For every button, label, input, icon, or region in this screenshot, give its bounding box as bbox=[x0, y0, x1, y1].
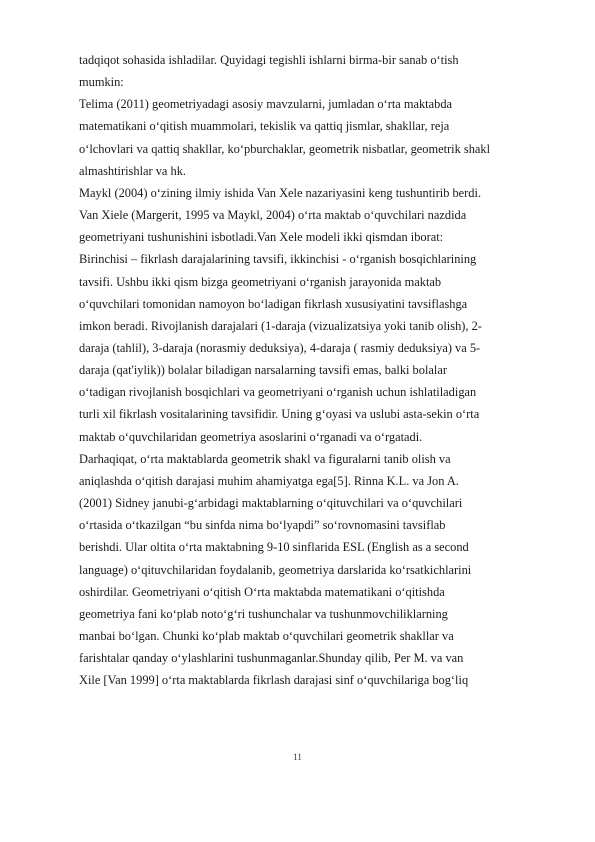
text-line: Xile [Van 1999] o‘rta maktablarda fikrlash darajasi sinf o‘quvchilariga bog‘liq bbox=[79, 673, 469, 688]
text-line: tavsifi. Ushbu ikki qism bizga geometriyani o‘rganish jarayonida maktab bbox=[79, 274, 442, 289]
text-line: farishtalar qanday o‘ylashlarini tushunmaganlar.Shunday qilib, Per M. va van bbox=[79, 651, 464, 665]
text-line: matematikani o‘qitish muammolari, tekislik va qattiq jismlar, shakllar, reja bbox=[79, 119, 450, 134]
text-line: o‘quvchilari tomonidan namoyon bo‘ladigan fikrlash xususiyatini tavsiflashga bbox=[79, 296, 468, 311]
text-line: almashtirishlar va hk. bbox=[79, 163, 187, 178]
text-line: aniqlashda o‘qitish darajasi muhim ahamiyatga ega[5]. Rinna K.L. va Jon A. bbox=[79, 473, 459, 488]
text-line: o‘rtasida o‘tkazilgan “bu sinfda nima bo‘lyapdi” so‘rovnomasini tavsiflab bbox=[79, 518, 446, 533]
page-number: 11 bbox=[293, 752, 302, 762]
text-line: manbai bo‘lgan. Chunki ko‘plab maktab o‘quvchilari geometrik shakllar va bbox=[79, 628, 454, 643]
text-line: tadqiqot sohasida ishladilar. Quyidagi tegishli ishlarni birma-bir sanab o‘tish bbox=[79, 53, 459, 67]
text-line: Telima (2011) geometriyadagi asosiy mavzularni, jumladan o‘rta maktabda bbox=[79, 97, 453, 112]
text-line: o‘tadigan rivojlanish bosqichlari va geometriyani o‘rganish uchun ishlatiladigan bbox=[79, 385, 477, 400]
text-line: maktab o‘quvchilaridan geometriya asoslarini o‘rganadi va o‘rgatadi. bbox=[79, 429, 423, 444]
text-line: Darhaqiqat, o‘rta maktablarda geometrik shakl va figuralarni tanib olish va bbox=[79, 451, 451, 466]
text-line: daraja (qat'iylik)) bolalar biladigan narsalarning tavsifi emas, balki bolalar bbox=[79, 363, 447, 378]
text-line: oshirdilar. Geometriyani o‘qitish O‘rta maktabda matematikani o‘qitishda bbox=[79, 584, 445, 599]
text-line: daraja (tahlil), 3-daraja (norasmiy deduksiya), 4-daraja ( rasmiy deduksiya) va 5- bbox=[79, 340, 481, 355]
text-line: Van Xiele (Margerit, 1995 va Maykl, 2004) o‘rta maktab o‘quvchilari nazdida bbox=[79, 208, 467, 222]
text-line: mumkin: bbox=[79, 75, 124, 90]
text-line: geometriyani tushunishini isbotladi.Van Xele modeli ikki qismdan iborat: bbox=[79, 230, 444, 245]
text-line: Maykl (2004) o‘zining ilmiy ishida Van Xele nazariyasini keng tushuntirib berdi. bbox=[79, 185, 482, 200]
text-line: (2001) Sidney janubi-g‘arbidagi maktablarning o‘qituvchilari va o‘quvchilari bbox=[79, 496, 463, 510]
text-line: geometriya fani ko‘plab noto‘g‘ri tushunchalar va tushunmovchiliklarning bbox=[79, 606, 448, 621]
text-line: imkon beradi. Rivojlanish darajalari (1-daraja (vizualizatsiya yoki tanib olish), 2- bbox=[79, 318, 482, 333]
text-line: o‘lchovlari va qattiq shakllar, ko‘pburchaklar, geometrik nisbatlar, geometrik shakl bbox=[79, 141, 491, 156]
text-line: turli xil fikrlash vositalarining tavsifidir. Uning g‘oyasi va uslubi asta-sekin o‘rta bbox=[79, 407, 480, 422]
text-line: berishdi. Ular oltita o‘rta maktabning 9-10 sinflarida ESL (English as a second bbox=[79, 540, 469, 555]
text-line: Birinchisi – fikrlash darajalarining tavsifi, ikkinchisi - o‘rganish bosqichlarining bbox=[79, 252, 477, 267]
text-line: language) o‘qituvchilaridan foydalanib, geometriya darslarida ko‘rsatkichlarini bbox=[79, 562, 472, 577]
